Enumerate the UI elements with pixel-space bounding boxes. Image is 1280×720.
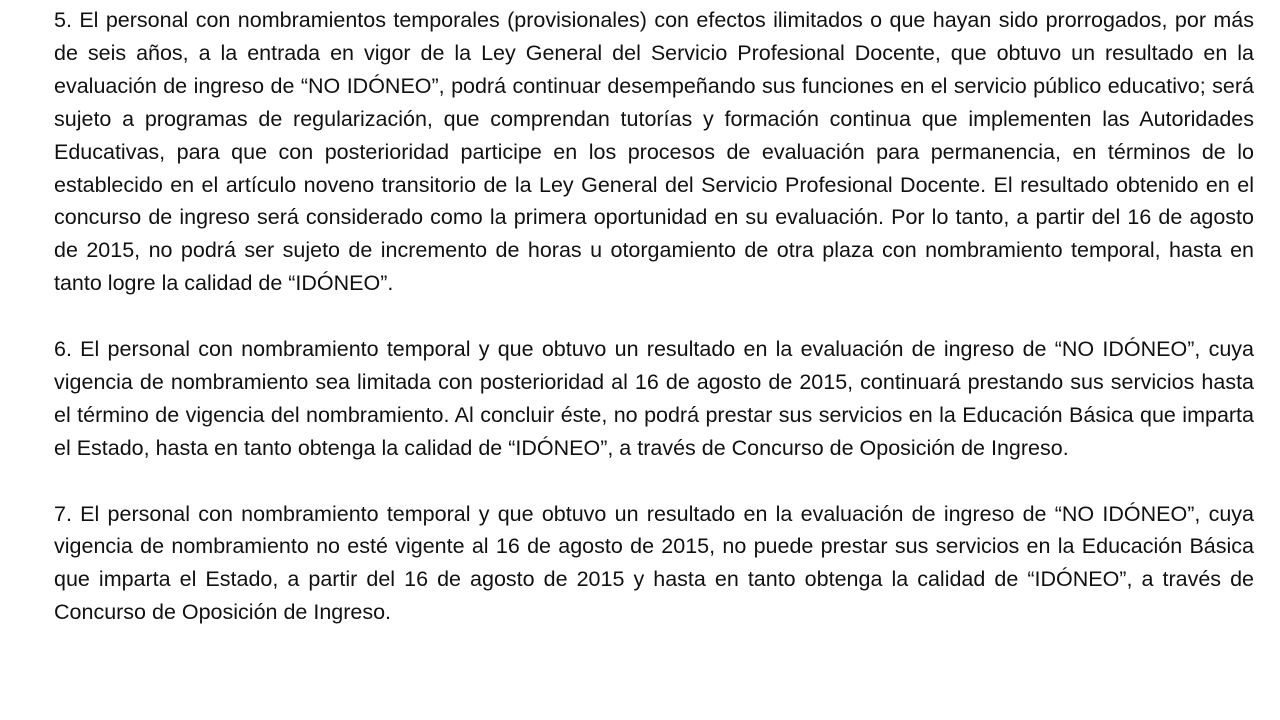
paragraph-5: 5. El personal con nombramientos temporales (provisionales) con efectos ilimitados o que hayan sido prorrogados, por más de seis años, a la entrada en vigor de la Ley General del Servicio Profesional Docente, que obtuvo un resultado en la evaluación de ingreso de “NO IDÓNEO”, podrá continuar desempeñando sus funciones en el servicio público educativo; será sujeto a programas de regularización, que comprendan tutorías y formación continua que implementen las Autoridades Educativas, para que con posterioridad participe en los procesos de evaluación para permanencia, en términos de lo establecido en el artículo noveno transitorio de la Ley General del Servicio Profesional Docente. El resultado obtenido en el concurso de ingreso será considerado como la primera oportunidad en su evaluación. Por lo tanto, a partir del 16 de agosto de 2015, no podrá ser sujeto de incremento de horas u otorgamiento de otra plaza con nombramiento temporal, hasta en tanto logre la calidad de “IDÓNEO”. bbox=[54, 8, 1254, 296]
paragraph-7: 7. El personal con nombramiento temporal y que obtuvo un resultado en la evaluación de ingreso de “NO IDÓNEO”, cuya vigencia de nombramiento no esté vigente al 16 de agosto de 2015, no puede prestar sus servicios en la Educación Básica que imparta el Estado, a partir del 16 de agosto de 2015 y hasta en tanto obtenga la calidad de “IDÓNEO”, a través de Concurso de Oposición de Ingreso. bbox=[54, 501, 1254, 625]
paragraph-spacer bbox=[54, 300, 1254, 333]
paragraph-6: 6. El personal con nombramiento temporal y que obtuvo un resultado en la evaluación de ingreso de “NO IDÓNEO”, cuya vigencia de nombramiento sea limitada con posterioridad al 16 de agosto de 2015, continuará prestando sus servicios hasta el término de vigencia del nombramiento. Al concluir éste, no podrá prestar sus servicios en la Educación Básica que imparta el Estado, hasta en tanto obtenga la calidad de “IDÓNEO”, a través de Concurso de Oposición de Ingreso. bbox=[54, 337, 1254, 460]
paragraph-spacer bbox=[54, 465, 1254, 498]
document-body bbox=[54, 4, 1254, 629]
